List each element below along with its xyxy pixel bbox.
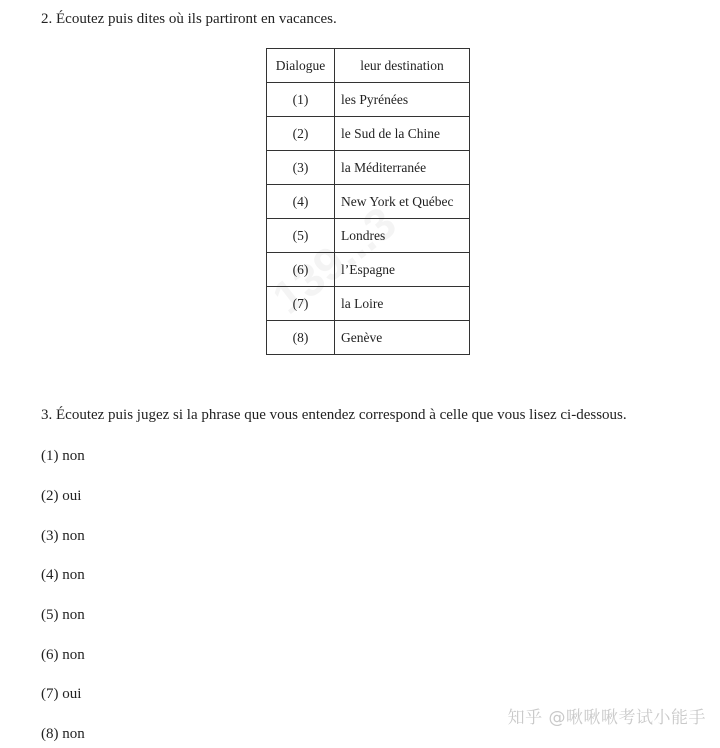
answer-item: (4) non (41, 567, 85, 583)
destination-cell: le Sud de la Chine (335, 117, 470, 151)
dialogue-number: (2) (267, 117, 335, 151)
answer-item: (8) non (41, 726, 85, 742)
destination-cell: la Loire (335, 287, 470, 321)
destination-table (266, 48, 470, 355)
destination-cell: l’Espagne (335, 253, 470, 287)
answer-item: (5) non (41, 607, 85, 623)
zhihu-watermark: 知乎 @啾啾啾考试小能手 (507, 708, 706, 728)
dialogue-number: (6) (267, 253, 335, 287)
dialogue-number: (5) (267, 219, 335, 253)
table-row (267, 287, 470, 321)
dialogue-number: (4) (267, 185, 335, 219)
destination-cell: Londres (335, 219, 470, 253)
dialogue-number: (3) (267, 151, 335, 185)
answer-item: (6) non (41, 647, 85, 663)
header-destination: leur destination (335, 49, 470, 83)
dialogue-number: (8) (267, 321, 335, 355)
destination-cell: Genève (335, 321, 470, 355)
table-row (267, 321, 470, 355)
dialogue-number: (7) (267, 287, 335, 321)
answer-item: (3) non (41, 528, 85, 544)
table-row (267, 83, 470, 117)
table-header-row (267, 49, 470, 83)
table-row (267, 117, 470, 151)
destination-cell: New York et Québec (335, 185, 470, 219)
header-dialogue: Dialogue (267, 49, 335, 83)
destination-cell: la Méditerranée (335, 151, 470, 185)
answer-item: (2) oui (41, 488, 82, 504)
table-row (267, 151, 470, 185)
dialogue-number: (1) (267, 83, 335, 117)
question-3-title: 3. Écoutez puis jugez si la phrase que vous entendez correspond à celle que vous lisez ci-dessous. (41, 407, 627, 423)
answer-item: (1) non (41, 448, 85, 464)
question-2-title: 2. Écoutez puis dites où ils partiront en vacances. (41, 11, 337, 27)
table-row (267, 185, 470, 219)
table-row (267, 219, 470, 253)
answer-item: (7) oui (41, 686, 82, 702)
destination-cell: les Pyrénées (335, 83, 470, 117)
table-row (267, 253, 470, 287)
